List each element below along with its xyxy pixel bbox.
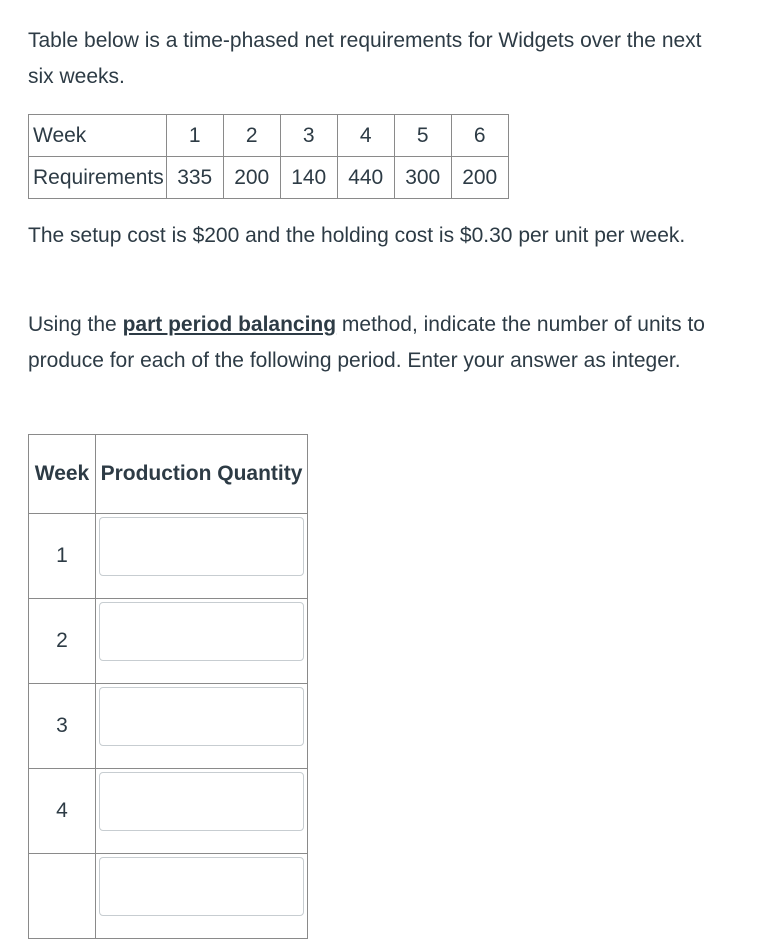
requirement-cell: 200	[223, 157, 280, 199]
table-row	[29, 769, 308, 854]
quantity-input-week-1[interactable]	[99, 517, 304, 576]
week-cell: 1	[166, 115, 223, 157]
table-row	[29, 684, 308, 769]
quantity-input-week-3[interactable]	[99, 687, 304, 746]
table-row	[29, 599, 308, 684]
answer-table	[28, 434, 308, 939]
table-row	[29, 514, 308, 599]
quantity-input-week-4[interactable]	[99, 772, 304, 831]
week-cell: 3	[280, 115, 337, 157]
week-label: 3	[29, 684, 96, 769]
costs-text: The setup cost is $200 and the holding cost is $0.30 per unit per week.	[28, 224, 686, 247]
instruction-before: Using the	[28, 313, 123, 336]
week-label	[29, 854, 96, 939]
answer-header-row	[29, 435, 308, 514]
intro-text: Table below is a time-phased net requirements for Widgets over the next six weeks.	[28, 29, 702, 88]
week-label: 2	[29, 599, 96, 684]
instruction-text	[28, 307, 728, 378]
week-cell: 5	[394, 115, 451, 157]
requirement-cell: 335	[166, 157, 223, 199]
requirement-cell: 200	[451, 157, 508, 199]
week-label: 1	[29, 514, 96, 599]
row-header-requirements: Requirements	[29, 157, 167, 199]
requirements-row	[29, 157, 509, 199]
requirement-cell: 140	[280, 157, 337, 199]
header-week: Week	[29, 435, 96, 514]
instruction-after: method, indicate the number of units to produce for each of the following period. Enter your answer as integer.	[28, 313, 705, 372]
week-cell: 6	[451, 115, 508, 157]
method-name: part period balancing	[122, 313, 337, 336]
requirement-cell: 440	[337, 157, 394, 199]
week-label: 4	[29, 769, 96, 854]
requirements-table	[28, 114, 509, 199]
table-row	[29, 854, 308, 939]
row-header-week: Week	[29, 115, 167, 157]
header-production-quantity: Production Quantity	[96, 435, 308, 514]
week-cell: 4	[337, 115, 394, 157]
week-row	[29, 115, 509, 157]
week-cell: 2	[223, 115, 280, 157]
requirement-cell: 300	[394, 157, 451, 199]
quantity-input-week-2[interactable]	[99, 602, 304, 661]
quantity-input-next[interactable]	[99, 857, 304, 916]
